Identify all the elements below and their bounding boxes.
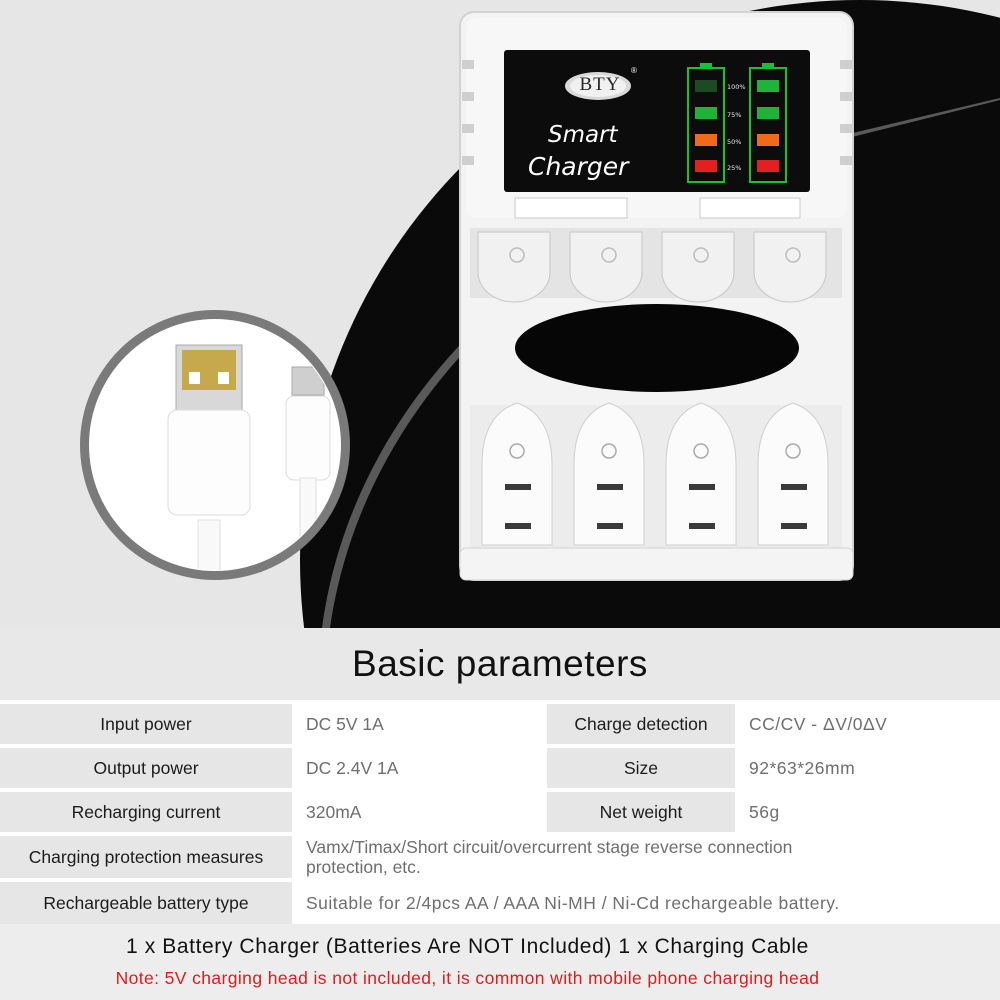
label-net-weight: Net weight <box>547 792 735 832</box>
table-row <box>0 748 1000 788</box>
level-label-50: 50% <box>727 138 742 146</box>
level-label-100: 100% <box>727 83 746 91</box>
table-row <box>0 882 1000 924</box>
level-led <box>695 80 717 92</box>
level-label-25: 25% <box>727 164 742 172</box>
value-input-power: DC 5V 1A <box>292 704 547 744</box>
level-led <box>757 107 779 119</box>
registered-mark: ® <box>631 66 637 75</box>
value-recharging-current: 320mA <box>292 792 547 832</box>
charging-head-note: Note: 5V charging head is not included, it is common with mobile phone charging head <box>115 968 820 988</box>
level-led <box>757 160 779 172</box>
level-led <box>695 107 717 119</box>
package-contents: 1 x Battery Charger (Batteries Are NOT Included) 1 x Charging Cable <box>126 935 809 958</box>
label-recharging-current: Recharging current <box>0 792 292 832</box>
value-charge-detection: CC/CV - ΔV/0ΔV <box>735 704 1000 744</box>
panel-label-smart: Smart <box>548 122 618 148</box>
panel-label-charger: Charger <box>528 152 629 181</box>
table-row <box>0 704 1000 744</box>
value-protection-measures: Vamx/Timax/Short circuit/overcurrent stage reverse connection protection, etc. <box>292 836 1000 878</box>
level-led <box>695 134 717 146</box>
value-size: 92*63*26mm <box>735 748 1000 788</box>
level-label-75: 75% <box>727 111 742 119</box>
label-input-power: Input power <box>0 704 292 744</box>
brand-logo: BTY <box>579 74 621 95</box>
value-battery-type: Suitable for 2/4pcs AA / AAA Ni-MH / Ni-Cd rechargeable battery. <box>292 882 1000 924</box>
level-led <box>757 134 779 146</box>
label-charge-detection: Charge detection <box>547 704 735 744</box>
value-net-weight: 56g <box>735 792 1000 832</box>
battery-charger-icon <box>460 12 853 580</box>
value-output-power: DC 2.4V 1A <box>292 748 547 788</box>
table-row <box>0 836 1000 878</box>
label-battery-type: Rechargeable battery type <box>0 882 292 924</box>
label-size: Size <box>547 748 735 788</box>
label-output-power: Output power <box>0 748 292 788</box>
label-protection-measures: Charging protection measures <box>0 836 292 878</box>
table-row <box>0 792 1000 832</box>
parameters-title: Basic parameters <box>352 643 648 684</box>
level-led <box>757 80 779 92</box>
parameters-title-band <box>0 628 1000 700</box>
level-led <box>695 160 717 172</box>
